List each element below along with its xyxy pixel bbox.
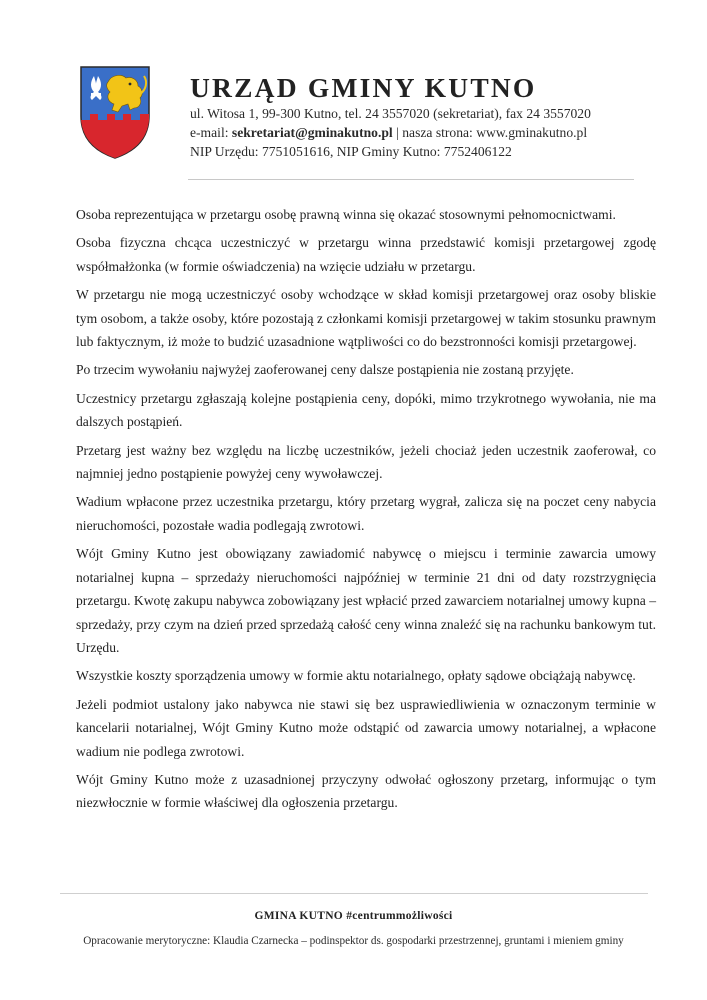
header-divider [188, 179, 634, 180]
nip-line: NIP Urzędu: 7751051616, NIP Gminy Kutno: 7752406122 [190, 144, 512, 159]
footer-divider [60, 893, 648, 894]
paragraph: Jeżeli podmiot ustalony jako nabywca nie stawi się bez usprawiedliwienia w oznaczonym terminie w kancelarii notarialnej, Wójt Gminy Kutno może odstąpić od zawarcia umowy notarialnej, a wpłacone wadium nie podlega zwrotowi. [76, 696, 656, 759]
paragraph: Osoba fizyczna chcąca uczestniczyć w przetargu winna przedstawić komisji przetargowej zgodę współmałżonka (w formie oświadczenia) na wzięcie udziału w przetargu. [76, 235, 656, 274]
website-label: | nasza strona: [392, 125, 477, 140]
footer-note: Opracowanie merytoryczne: Klaudia Czarnecka – podinspektor ds. gospodarki przestrzennej, gruntami i mieniem gminy [83, 935, 624, 947]
paragraph: Wójt Gminy Kutno może z uzasadnionej przyczyny odwołać ogłoszony przetarg, informując o tym niezwłocznie w formie właściwej dla ogłoszenia przetargu. [76, 771, 656, 811]
paragraph: Osoba reprezentująca w przetargu osobę prawną winna się okazać stosownymi pełnomocnictwami. [76, 207, 616, 222]
paragraph: Wszystkie koszty sporządzenia umowy w formie aktu notarialnego, opłaty sądowe obciążają nabywcę. [76, 668, 636, 684]
paragraph: Wadium wpłacone przez uczestnika przetargu, który przetarg wygrał, zalicza się na poczet ceny nabycia nieruchomości, pozostałe wadia podlegają zwrotowi. [76, 494, 656, 533]
paragraph: W przetargu nie mogą uczestniczyć osoby wchodzące w skład komisji przetargowej oraz osoby bliskie tym osobom, a także osoby, które pozostają z członkami komisji przetargowej w takim stosunku prawnym lub faktycznym, iż może to budzić uzasadnione wątpliwości co do bezstronności komisji przetargowej. [76, 287, 656, 350]
paragraph: Uczestnicy przetargu zgłaszają kolejne postąpienia ceny, dopóki, mimo trzykrotnego wywołania, nie ma dalszych postąpień. [76, 390, 656, 430]
paragraph: Przetarg jest ważny bez względu na liczbę uczestników, jeżeli chociaż jeden uczestnik zaoferował, co najmniej jedno postąpienie powyżej ceny wywoławczej. [76, 442, 656, 482]
email-link[interactable]: sekretariat@gminakutno.pl [231, 125, 393, 140]
address-line: ul. Witosa 1, 99-300 Kutno, tel. 24 3557020 (sekretariat), fax 24 3557020 [190, 106, 591, 121]
paragraph: Wójt Gminy Kutno jest obowiązany zawiadomić nabywcę o miejscu i terminie zawarcia umowy notarialnej kupna – sprzedaży nieruchomości najpóźniej w terminie 21 dni od daty rozstrzygnięcia przetargu. Kwotę zakupu nabywca zobowiązany jest wpłacić przed zawarciem notarialnej umowy kupna – sprzedaży, przy czym na dzień przed sprzedażą całość ceny winna znaleźć się na rachunku bankowym tut. Urzędu. [76, 546, 656, 655]
contact-block [190, 104, 591, 161]
letterhead [78, 58, 648, 170]
email-label: e-mail: [190, 125, 232, 140]
footer-title: GMINA KUTNO #centrummożliwości [254, 910, 453, 922]
email-website-line [190, 123, 591, 142]
paragraph: Po trzecim wywołaniu najwyżej zaoferowanej ceny dalsze postąpienia nie zostaną przyjęte. [76, 362, 574, 378]
coat-of-arms-icon [78, 64, 152, 160]
document-body [76, 203, 656, 820]
organization-title: URZĄD GMINY KUTNO [190, 72, 537, 103]
website-link[interactable]: www.gminakutno.pl [476, 125, 588, 140]
